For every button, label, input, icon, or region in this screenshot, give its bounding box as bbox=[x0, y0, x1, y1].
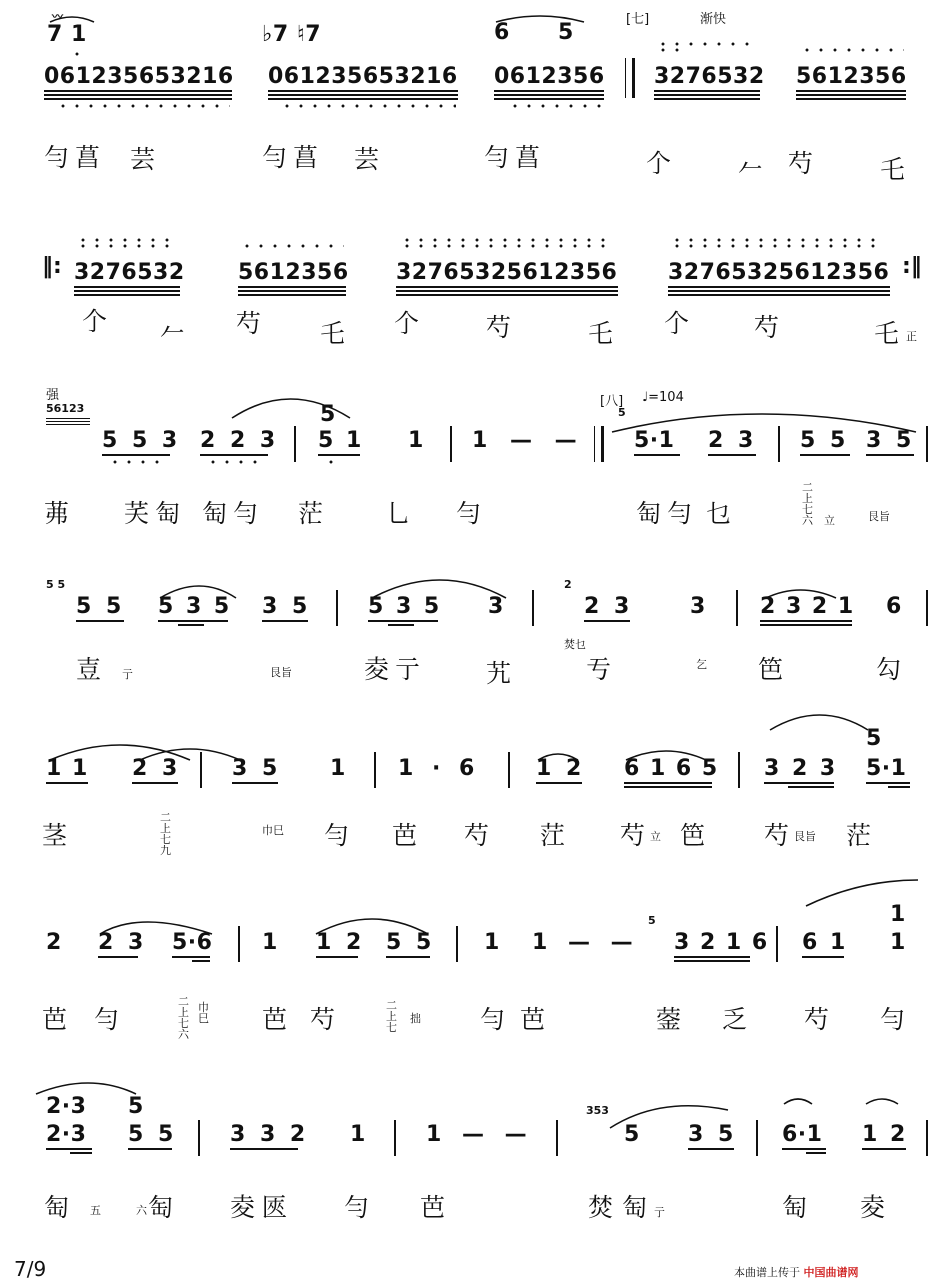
jianpu-notes: 5 5 bbox=[386, 930, 432, 955]
jianpu-notes: 1 bbox=[330, 756, 346, 781]
underline bbox=[70, 1152, 92, 1154]
underline bbox=[396, 294, 618, 296]
jianpu-notes: 5 5 3 bbox=[102, 428, 178, 453]
jianzi-tablature: 匋勻 bbox=[636, 499, 699, 528]
jianpu-notes: 1 · 6 bbox=[398, 756, 475, 781]
slur bbox=[770, 715, 868, 730]
jianpu-notes: 5 1 bbox=[318, 428, 362, 453]
grace-note: 5 bbox=[648, 914, 656, 927]
barline bbox=[736, 590, 738, 626]
underline bbox=[268, 94, 458, 96]
underline bbox=[624, 786, 712, 788]
jianzi-tablature: 壴 bbox=[76, 655, 108, 684]
underline bbox=[192, 960, 210, 962]
barline bbox=[394, 1120, 396, 1156]
jianzi-tablature: 焚 bbox=[588, 1193, 620, 1222]
jianzi-tablature: 勻菖 bbox=[262, 143, 325, 172]
octave-dots bbox=[108, 460, 166, 464]
jianpu-notes: 1 1 bbox=[46, 756, 88, 781]
grace-underline bbox=[46, 418, 90, 419]
underline bbox=[238, 290, 346, 292]
underline bbox=[866, 454, 914, 456]
jianzi-tablature: 艮旨 bbox=[794, 830, 816, 843]
jianpu-notes: 5·1 bbox=[634, 428, 675, 453]
underline bbox=[44, 90, 232, 92]
jianpu-notes: 2 3 bbox=[98, 930, 144, 955]
upper-notes: 5 bbox=[320, 402, 336, 427]
jianpu-notes: 6 1 6 5 bbox=[624, 756, 718, 781]
underline bbox=[396, 286, 618, 288]
upload-credit bbox=[734, 1264, 859, 1280]
jianpu-notes: 5·1 bbox=[866, 756, 907, 781]
underline bbox=[494, 90, 604, 92]
barline bbox=[508, 752, 510, 788]
underline bbox=[674, 956, 750, 958]
jianzi-tablature: 茫 bbox=[298, 499, 330, 528]
underline bbox=[760, 620, 852, 622]
jianpu-notes: 1 2 bbox=[316, 930, 362, 955]
jianzi-tablature: 芍 bbox=[620, 821, 652, 850]
upper-notes: 5 bbox=[866, 726, 882, 751]
jianzi-tablature: 六 bbox=[136, 1204, 147, 1217]
jianzi-tablature: 二上七六 bbox=[802, 481, 813, 527]
jianzi-tablature: 乇 bbox=[880, 155, 912, 184]
jianpu-notes: 32765325612356 bbox=[396, 260, 618, 285]
barline bbox=[738, 752, 740, 788]
jianpu-notes: 5 5 bbox=[76, 594, 122, 619]
jianzi-tablature: 芍 bbox=[464, 821, 496, 850]
jianzi-tablature: 笆 bbox=[758, 655, 790, 684]
jianpu-notes: 5 5 bbox=[128, 1122, 174, 1147]
jianpu-notes: 3 2 1 6 bbox=[674, 930, 768, 955]
grace-tick: 〰 bbox=[52, 10, 63, 23]
barline bbox=[456, 926, 458, 962]
jianpu-notes: 1 2 bbox=[862, 1122, 906, 1147]
jianpu-notes: 3 2 3 bbox=[764, 756, 836, 781]
underline bbox=[668, 290, 890, 292]
jianpu-notes: 5612356 bbox=[796, 64, 907, 89]
jianpu-notes: 2 2 3 bbox=[200, 428, 276, 453]
section-label: [八] bbox=[600, 394, 624, 409]
jianpu-notes: 3 bbox=[488, 594, 504, 619]
barline bbox=[200, 752, 202, 788]
barline bbox=[926, 1120, 928, 1156]
underline bbox=[802, 956, 844, 958]
underline bbox=[74, 290, 180, 292]
underline bbox=[584, 620, 630, 622]
jianpu-notes: 1 2 bbox=[536, 756, 582, 781]
jianpu-notes: 2·3 bbox=[46, 1122, 87, 1147]
repeat-end: :‖ bbox=[902, 254, 922, 279]
jianpu-notes: 2 3 bbox=[584, 594, 630, 619]
jianpu-notes: 061235653216 bbox=[268, 64, 458, 89]
underline bbox=[788, 786, 834, 788]
jianzi-tablature: 立 bbox=[650, 830, 661, 843]
upload-note: 本曲谱上传于 bbox=[734, 1266, 800, 1279]
jianzi-tablature: 艮旨 bbox=[270, 666, 292, 679]
underline bbox=[764, 782, 834, 784]
octave-dots bbox=[76, 244, 178, 248]
jianzi-tablature: 匋 bbox=[148, 1193, 180, 1222]
underline bbox=[238, 286, 346, 288]
barline bbox=[238, 926, 240, 962]
underline bbox=[368, 620, 438, 622]
jianzi-tablature: 芍 bbox=[310, 1005, 342, 1034]
jianpu-notes: 5 bbox=[624, 1122, 640, 1147]
octave-dots bbox=[240, 244, 344, 248]
upper-notes: 2·3 bbox=[46, 1094, 87, 1119]
underline bbox=[44, 98, 232, 100]
underline bbox=[44, 94, 232, 96]
upper-notes: 5 bbox=[128, 1094, 144, 1119]
underline bbox=[386, 956, 430, 958]
jianpu-notes: 6 1 bbox=[802, 930, 846, 955]
jianpu-notes: 1 — — bbox=[426, 1122, 528, 1147]
jianzi-tablature: 乚 bbox=[386, 499, 418, 528]
underline bbox=[268, 98, 458, 100]
underline bbox=[74, 294, 180, 296]
jianzi-tablature: 艽 bbox=[486, 659, 518, 688]
barline bbox=[294, 426, 296, 462]
grace-notes: 5 5 bbox=[46, 578, 66, 591]
jianpu-notes: 2 bbox=[46, 930, 62, 955]
jianzi-tablature: 芭 bbox=[262, 1005, 294, 1034]
underline bbox=[494, 94, 604, 96]
jianpu-notes: 3 5 bbox=[688, 1122, 734, 1147]
underline bbox=[668, 294, 890, 296]
jianpu-notes: 32765325612356 bbox=[668, 260, 890, 285]
jianzi-tablature: 茳 bbox=[540, 821, 572, 850]
jianzi-tablature: 乇 bbox=[874, 319, 906, 348]
octave-dots bbox=[400, 238, 612, 242]
octave-dots bbox=[670, 244, 882, 248]
jianzi-tablature: 𠂉 bbox=[160, 319, 192, 348]
jianzi-tablature: 芭 bbox=[420, 1193, 452, 1222]
barline bbox=[532, 590, 534, 626]
jianzi-tablature: 拙 bbox=[410, 1012, 421, 1025]
jianzi-tablature: 芍 bbox=[236, 309, 268, 338]
underline bbox=[230, 1148, 298, 1150]
jianpu-notes: 3276532 bbox=[74, 260, 185, 285]
jianpu-notes: 1 — — bbox=[472, 428, 578, 453]
site-logo-text[interactable]: 中国曲谱网 bbox=[803, 1266, 859, 1279]
underline bbox=[232, 782, 278, 784]
barline bbox=[374, 752, 376, 788]
jianzi-tablature: 立 bbox=[824, 514, 835, 527]
jianzi-tablature: 巾巳 bbox=[262, 824, 284, 837]
underline bbox=[128, 1148, 172, 1150]
barline bbox=[926, 590, 928, 626]
octave-dots bbox=[76, 238, 178, 242]
jianzi-tablature: 勻 bbox=[94, 1005, 126, 1034]
tempo-marking: ♩=104 bbox=[642, 390, 684, 405]
underline bbox=[688, 1148, 734, 1150]
underline bbox=[806, 1152, 826, 1154]
jianpu-notes: 0612356 bbox=[494, 64, 605, 89]
underline bbox=[76, 620, 124, 622]
jianpu-notes: 3 3 2 bbox=[230, 1122, 306, 1147]
jianzi-tablature: 乏 bbox=[722, 1005, 754, 1034]
jianzi-tablature: 二上七 bbox=[386, 999, 397, 1034]
slur bbox=[866, 1099, 898, 1104]
octave-dots bbox=[400, 244, 612, 248]
underline bbox=[800, 454, 850, 456]
jianzi-tablature: 勻 bbox=[456, 499, 488, 528]
underline bbox=[178, 624, 204, 626]
jianzi-tablature: 亍 bbox=[654, 1206, 665, 1219]
jianzi-tablature: 勻菖 bbox=[44, 143, 107, 172]
jianzi-tablature: 芭 bbox=[392, 821, 424, 850]
underline bbox=[262, 620, 308, 622]
jianzi-tablature: 焚乜 bbox=[564, 638, 586, 651]
jianzi-tablature: 芸 bbox=[354, 145, 386, 174]
octave-dots bbox=[670, 238, 882, 242]
underline bbox=[268, 90, 458, 92]
repeat-start: ‖: bbox=[42, 254, 62, 279]
jianpu-notes: 2 3 bbox=[708, 428, 754, 453]
jianzi-tablature: 勻 bbox=[344, 1193, 376, 1222]
page-number: 7/9 bbox=[14, 1257, 47, 1281]
underline bbox=[760, 624, 852, 626]
underline bbox=[668, 286, 890, 288]
octave-dots bbox=[508, 104, 604, 108]
underline bbox=[158, 620, 228, 622]
jianzi-tablature: 茎 bbox=[42, 821, 74, 850]
octave-dots bbox=[324, 460, 334, 464]
grace-notes: 353 bbox=[586, 1104, 609, 1117]
jianzi-tablature: 亐 bbox=[586, 655, 618, 684]
underline bbox=[46, 1148, 92, 1150]
jianzi-tablature: 匧 bbox=[262, 1193, 294, 1222]
jianzi-tablature: 五 bbox=[90, 1204, 101, 1217]
jianzi-tablature: 茀 bbox=[44, 499, 76, 528]
jianzi-tablature: 乇 bbox=[588, 319, 620, 348]
jianpu-notes: 5 5 bbox=[800, 428, 846, 453]
jianzi-tablature: 𠆤 bbox=[664, 309, 696, 338]
jianzi-tablature: 芭 bbox=[42, 1005, 74, 1034]
underline bbox=[654, 94, 760, 96]
jianzi-tablature: 𠆤 bbox=[646, 149, 678, 178]
grace-notes: 56123 bbox=[46, 402, 85, 415]
underline bbox=[98, 956, 138, 958]
jianzi-tablature: 芭 bbox=[520, 1005, 552, 1034]
octave-dots bbox=[800, 48, 904, 52]
jianpu-notes: 3 5 bbox=[866, 428, 912, 453]
jianzi-tablature: 勻 bbox=[880, 1005, 912, 1034]
underline bbox=[318, 454, 360, 456]
underline bbox=[316, 956, 358, 958]
grace-note: 2 bbox=[564, 578, 572, 591]
jianpu-notes: 6 bbox=[886, 594, 902, 619]
jianzi-tablature: 正 bbox=[906, 330, 917, 343]
jianpu-notes: 1 bbox=[484, 930, 500, 955]
jianpu-notes: 1 bbox=[262, 930, 278, 955]
jianpu-notes: 3276532 bbox=[654, 64, 765, 89]
upper-notes: 6 5 bbox=[494, 20, 574, 45]
jianpu-notes: 1 — — bbox=[532, 930, 634, 955]
underline bbox=[708, 454, 756, 456]
jianzi-tablature: 乇 bbox=[320, 319, 352, 348]
jianpu-notes: 1 bbox=[350, 1122, 366, 1147]
jianzi-tablature: 𠆤 bbox=[82, 307, 114, 336]
grace-note: 5 bbox=[618, 406, 626, 419]
jianzi-tablature: 𠆤 bbox=[394, 309, 426, 338]
jianzi-tablature: 夌 bbox=[860, 1193, 892, 1222]
upper-notes: ♭7 ♮7 bbox=[262, 22, 322, 47]
jianzi-tablature: 夌亍 bbox=[364, 655, 427, 684]
jianzi-tablature: 芺匋 bbox=[124, 499, 187, 528]
jianzi-tablature: 笆 bbox=[680, 821, 712, 850]
octave-dots bbox=[206, 460, 264, 464]
barline bbox=[756, 1120, 758, 1156]
jianzi-tablature: 芸 bbox=[130, 145, 162, 174]
underline bbox=[624, 782, 712, 784]
underline bbox=[388, 624, 414, 626]
underline bbox=[866, 782, 910, 784]
underline bbox=[796, 98, 906, 100]
jianzi-tablature: 二上七九 bbox=[160, 811, 171, 857]
jianzi-tablature: 勾 bbox=[876, 655, 908, 684]
barline bbox=[450, 426, 452, 462]
jianpu-notes: 1 bbox=[408, 428, 424, 453]
jianpu-notes: 3 bbox=[690, 594, 706, 619]
jianpu-notes: 2 3 2 1 bbox=[760, 594, 854, 619]
underline bbox=[654, 98, 760, 100]
jianpu-notes: 2 3 bbox=[132, 756, 178, 781]
underline bbox=[654, 90, 760, 92]
octave-dots bbox=[280, 104, 456, 108]
jianpu-notes: 3 5 bbox=[232, 756, 278, 781]
underline bbox=[536, 782, 582, 784]
barline bbox=[336, 590, 338, 626]
jianzi-tablature: 芍 bbox=[486, 313, 518, 342]
slur bbox=[36, 1083, 136, 1094]
jianpu-notes: 061235653216 bbox=[44, 64, 234, 89]
section-label: [七] bbox=[626, 12, 650, 27]
octave-dots bbox=[656, 48, 680, 52]
octave-dots bbox=[656, 42, 758, 46]
jianzi-tablature: 芍 bbox=[754, 313, 786, 342]
jianzi-tablature: 乜 bbox=[706, 499, 738, 528]
jianzi-tablature: 亍 bbox=[122, 668, 133, 681]
underline bbox=[634, 454, 680, 456]
underline bbox=[796, 90, 906, 92]
underline bbox=[782, 1148, 826, 1150]
jianpu-notes: 5 3 5 bbox=[368, 594, 440, 619]
jianpu-notes: 5612356 bbox=[238, 260, 349, 285]
underline bbox=[396, 290, 618, 292]
double-barline bbox=[594, 426, 604, 462]
jianzi-tablature: 夌 bbox=[230, 1193, 262, 1222]
upper-notes: 1 bbox=[890, 902, 906, 927]
jianzi-tablature: 勻 bbox=[480, 1005, 512, 1034]
underline bbox=[888, 786, 910, 788]
jianzi-tablature: 二上七六 bbox=[178, 995, 189, 1041]
underline bbox=[132, 782, 178, 784]
jianzi-tablature: 芍 bbox=[788, 149, 820, 178]
jianzi-tablature: 乞 bbox=[696, 658, 707, 671]
dynamic-marking: 强 bbox=[46, 388, 60, 403]
octave-dots bbox=[56, 104, 230, 108]
underline bbox=[172, 956, 210, 958]
jianzi-tablature: 匋 bbox=[44, 1193, 76, 1222]
jianzi-tablature: 勻菖 bbox=[484, 143, 547, 172]
jianzi-tablature: 芍 bbox=[764, 821, 796, 850]
octave-dots bbox=[70, 52, 82, 56]
jianpu-notes: 1 bbox=[890, 930, 906, 955]
jianpu-notes: 5·6 bbox=[172, 930, 213, 955]
slur bbox=[784, 1099, 812, 1104]
jianzi-tablature: 蓥 bbox=[656, 1005, 688, 1034]
underline bbox=[74, 286, 180, 288]
barline bbox=[198, 1120, 200, 1156]
jianzi-tablature: 匋 bbox=[782, 1193, 814, 1222]
underline bbox=[238, 294, 346, 296]
jianzi-tablature: 匋 bbox=[622, 1193, 654, 1222]
jianzi-tablature: 芍 bbox=[804, 1005, 836, 1034]
barline bbox=[556, 1120, 558, 1156]
underline bbox=[494, 98, 604, 100]
underline bbox=[200, 454, 268, 456]
jianzi-tablature: 巾巳 bbox=[198, 1001, 209, 1025]
underline bbox=[46, 782, 88, 784]
underline bbox=[102, 454, 170, 456]
double-barline bbox=[625, 58, 635, 98]
jianzi-tablature: 𠂉 bbox=[738, 155, 770, 184]
jianpu-notes: 5 3 5 bbox=[158, 594, 230, 619]
jianzi-tablature: 勻 bbox=[324, 821, 356, 850]
tempo-text: 渐快 bbox=[700, 12, 727, 27]
grace-underline bbox=[46, 424, 90, 425]
underline bbox=[796, 94, 906, 96]
jianpu-notes: 3 5 bbox=[262, 594, 308, 619]
barline bbox=[778, 426, 780, 462]
jianzi-tablature: 茫 bbox=[846, 821, 878, 850]
grace-underline bbox=[46, 421, 90, 422]
barline bbox=[776, 926, 778, 962]
barline bbox=[926, 426, 928, 462]
underline bbox=[862, 1148, 906, 1150]
underline bbox=[674, 960, 750, 962]
jianzi-tablature: 艮旨 bbox=[868, 510, 890, 523]
upper-notes: 7 1 bbox=[47, 22, 87, 47]
jianzi-tablature: 匋勻 bbox=[202, 499, 265, 528]
jianpu-notes: 6·1 bbox=[782, 1122, 823, 1147]
